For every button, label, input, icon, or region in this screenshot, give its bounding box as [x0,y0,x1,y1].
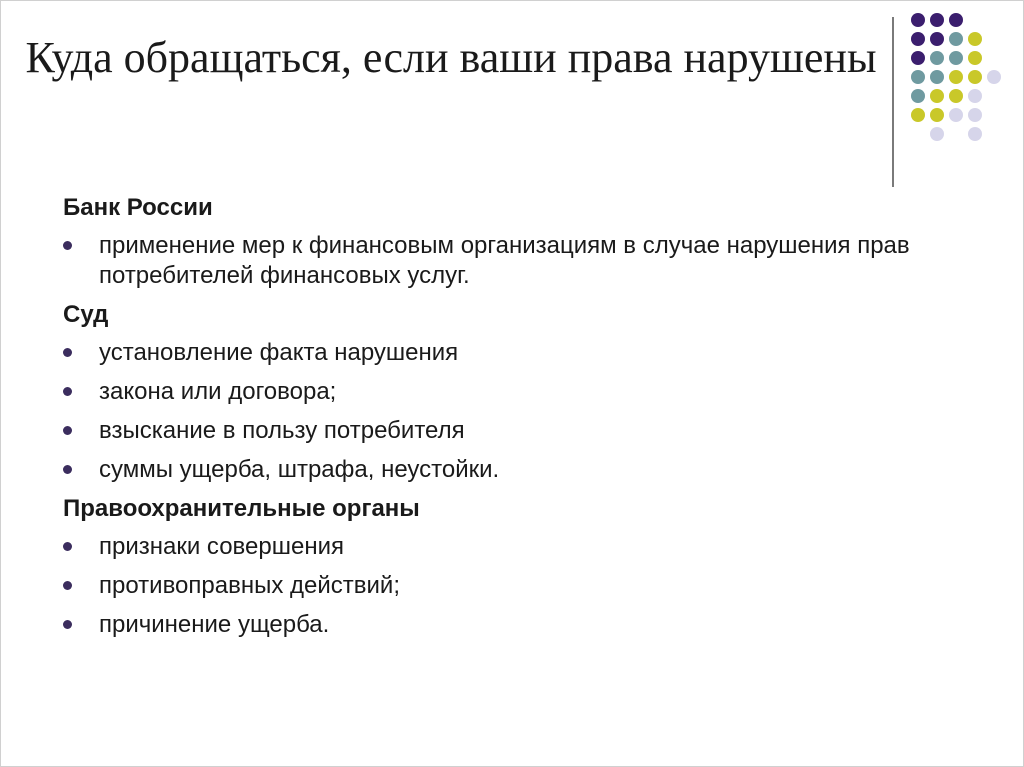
decorative-dot [949,89,963,103]
decorative-dot [949,13,963,27]
decorative-dot [930,70,944,84]
list-item [63,571,963,601]
decorative-dot [930,127,944,141]
decorative-dot [949,32,963,46]
section-heading-law-enforcement: Правоохранительные органы [63,495,420,522]
list-item-text: установление факта нарушения [99,339,459,366]
bullet-icon [63,465,72,474]
section-heading-court: Суд [63,301,109,328]
section-list-law-enforcement [63,532,963,640]
decorative-dot [987,70,1001,84]
section-list-court [63,338,963,485]
bullet-icon [63,426,72,435]
list-item [63,610,963,640]
section-heading-bank: Банк России [63,194,213,221]
decorative-dot [949,108,963,122]
decorative-dot [911,89,925,103]
list-item [63,532,963,562]
list-item [63,377,963,407]
decorative-dot [968,89,982,103]
decorative-dot [911,51,925,65]
list-item [63,455,963,485]
list-item [63,338,963,368]
bullet-icon [63,581,72,590]
decorative-dot [968,108,982,122]
title-divider [892,17,894,187]
decorative-dot-grid [911,13,1011,173]
slide-title: Куда обращаться, если ваши права нарушены [25,33,877,82]
decorative-dot [968,51,982,65]
list-item-text: взыскание в пользу потребителя [99,417,465,444]
list-item-text: закона или договора; [99,378,337,405]
decorative-dot [930,13,944,27]
list-item-text: признаки совершения [99,533,344,560]
list-item-text: суммы ущерба, штрафа, неустойки. [99,456,500,483]
decorative-dot [968,32,982,46]
decorative-dot [930,32,944,46]
list-item-text: причинение ущерба. [99,611,330,638]
decorative-dot [949,51,963,65]
decorative-dot [930,89,944,103]
list-item [63,231,963,291]
bullet-icon [63,542,72,551]
list-item [63,416,963,446]
bullet-icon [63,620,72,629]
decorative-dot [968,70,982,84]
decorative-dot [911,32,925,46]
section-list-bank [63,231,963,291]
bullet-icon [63,348,72,357]
decorative-dot [911,13,925,27]
decorative-dot [911,70,925,84]
list-item-text: противоправных действий; [99,572,400,599]
decorative-dot [949,70,963,84]
decorative-dot [930,108,944,122]
decorative-dot [911,108,925,122]
slide-content [63,193,963,649]
bullet-icon [63,387,72,396]
list-item-text: применение мер к финансовым организациям в случае нарушения прав потребителей финансовых услуг. [99,232,910,289]
decorative-dot [930,51,944,65]
decorative-dot [968,127,982,141]
bullet-icon [63,241,72,250]
